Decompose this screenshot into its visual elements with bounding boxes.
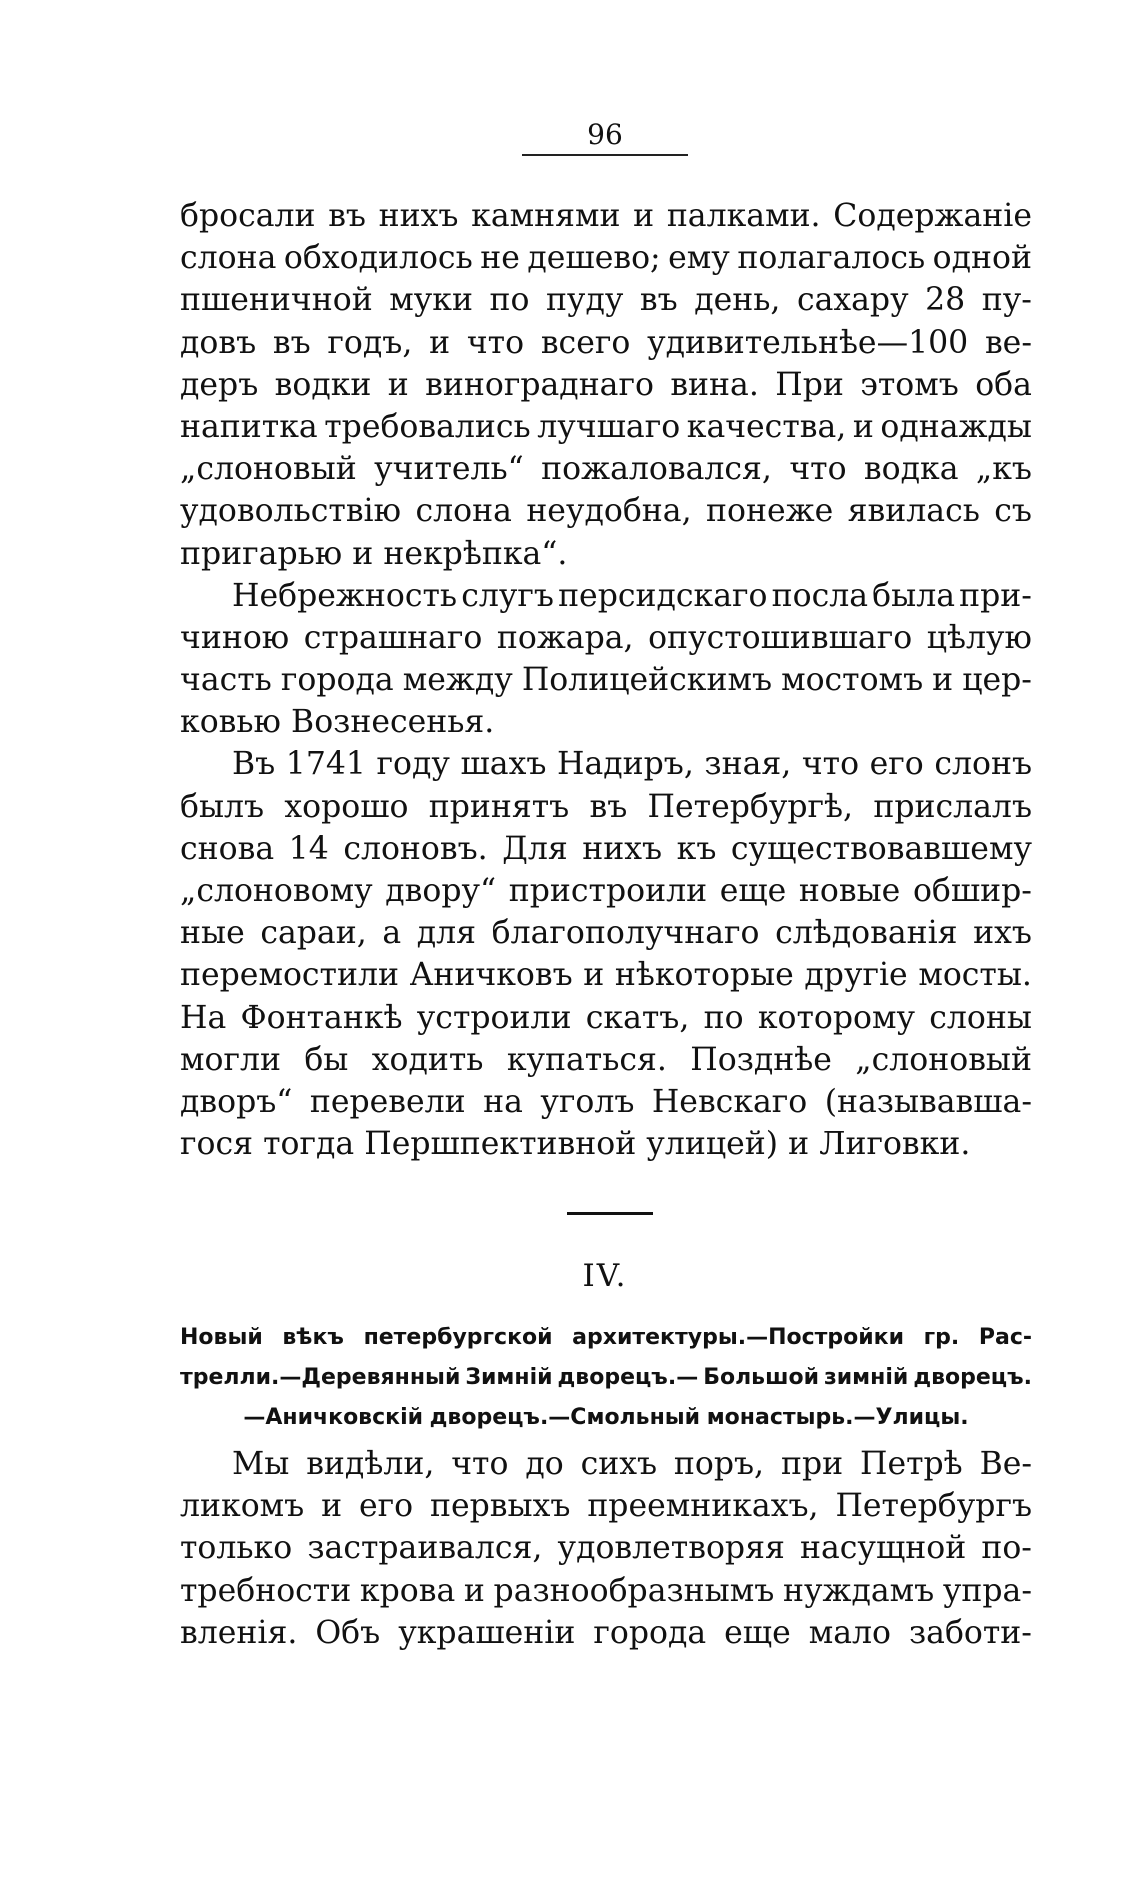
summary-line: трелли.—Деревянный Зимній дворецъ.— Большой зимній дворецъ. (180, 1365, 1032, 1390)
paragraph-first-line: Небрежность слугъ персидскаго посла была при- (232, 577, 1032, 614)
text-line: гося тогда Першпективной улицей) и Лиговки. (180, 1126, 971, 1163)
text-line: перемостили Аничковъ и нѣкоторые другіе мосты. (180, 957, 1032, 994)
text-line: пригарью и некрѣпка“. (180, 535, 568, 572)
summary-line: Новый вѣкъ петербургской архитектуры.—Постройки гр. Рас- (180, 1325, 1032, 1350)
summary-line: —Аничковскій дворецъ.—Смольный монастырь.—Улицы. (243, 1405, 969, 1430)
section-summary (180, 1318, 1032, 1438)
text-line: деръ водки и винограднаго вина. При этомъ оба (180, 366, 1032, 403)
section-number: IV. (582, 1258, 628, 1294)
text-line: бросали въ нихъ камнями и палками. Содержаніе (180, 198, 1032, 234)
text-line: „слоновому двору“ пристроили еще новые обшир- (180, 873, 1032, 909)
text-line: На Фонтанкѣ устроили скатъ, по которому слоны (180, 999, 1032, 1036)
text-line: чиною страшнаго пожара, опустошившаго цѣлую (180, 619, 1032, 656)
text-line: „слоновый учитель“ пожаловался, что водка „къ (180, 451, 1032, 488)
text-line: ковью Вознесенья. (180, 704, 495, 741)
text-line: пшеничной муки по пуду въ день, сахару 28 пу- (180, 282, 1032, 319)
text-line: довъ въ годъ, и что всего удивительнѣе—100 ве- (180, 324, 1032, 361)
text-block-one (180, 195, 1032, 1165)
section-divider (567, 1212, 653, 1215)
text-line: вленія. Объ украшеніи города еще мало заботи- (180, 1614, 1032, 1651)
text-line: ликомъ и его первыхъ преемникахъ, Петербургъ (180, 1488, 1032, 1525)
text-line: могли бы ходить купаться. Позднѣе „слоновый (180, 1041, 1032, 1078)
text-line: былъ хорошо принятъ въ Петербургѣ, прислалъ (180, 788, 1032, 825)
text-line: только застраивался, удовлетворяя насущной по- (180, 1530, 1032, 1567)
text-line: ные сараи, а для благополучнаго слѣдованія ихъ (180, 915, 1032, 952)
page-number: 96 (587, 118, 623, 151)
text-line: слона обходилось не дешево; ему полагалось одной (180, 240, 1032, 277)
paragraph-first-line: Мы видѣли, что до сихъ поръ, при Петрѣ Ве- (232, 1446, 1032, 1482)
text-line: удовольствію слона неудобна, понеже явилась съ (180, 493, 1032, 530)
text-line: дворъ“ перевели на уголъ Невскаго (называвша- (180, 1083, 1032, 1120)
page-number-rule (522, 154, 688, 156)
paragraph-first-line: Въ 1741 году шахъ Надиръ, зная, что его слонъ (232, 746, 1032, 783)
text-line: снова 14 слоновъ. Для нихъ къ существовавшему (180, 830, 1032, 867)
text-line: напитка требовались лучшаго качества, и однажды (180, 408, 1032, 445)
text-block-two (180, 1443, 1032, 1654)
text-line: требности крова и разнообразнымъ нуждамъ упра- (180, 1572, 1032, 1609)
text-line: часть города между Полицейскимъ мостомъ и цер- (180, 662, 1032, 699)
